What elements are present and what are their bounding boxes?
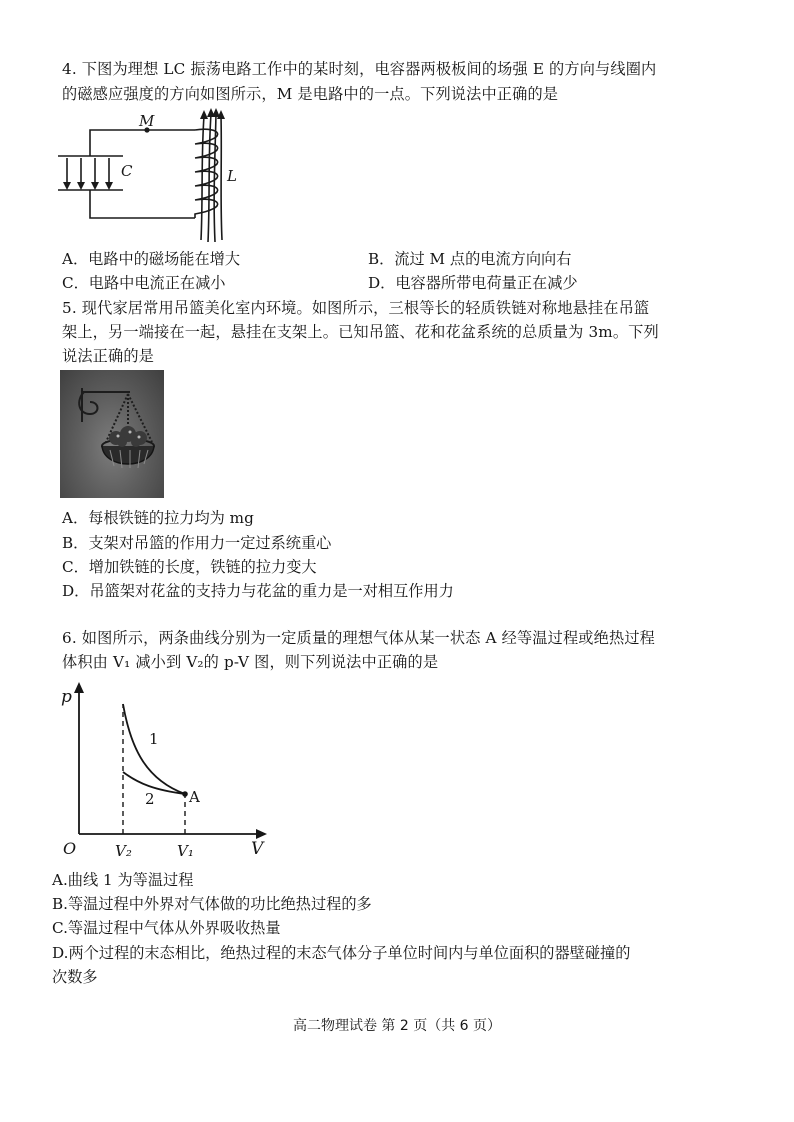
q6-option-d-line1: D.两个过程的末态相比，绝热过程的末态气体分子单位时间内与单位面积的器壁碰撞的 — [52, 944, 631, 962]
origin-label: O — [63, 839, 77, 858]
q4-option-a: A．电路中的磁场能在增大 — [62, 250, 241, 268]
curve-2-label: 2 — [145, 790, 155, 808]
point-m-label: M — [139, 112, 155, 130]
q5-stem-line2: 架上，另一端接在一起，悬挂在支架上。已知吊篮、花和花盆系统的总质量为 3m。下列 — [62, 323, 659, 341]
q4-stem-line1: 4. 下图为理想 LC 振荡电路工作中的某时刻，电容器两极板间的场强 E 的方向与线圈内 — [62, 60, 657, 78]
p-axis-label: p — [61, 687, 72, 707]
v-axis-label: V — [251, 839, 264, 859]
q4-stem-line2: 的磁感应强度的方向如图所示，M 是电路中的一点。下列说法中正确的是 — [62, 85, 559, 103]
page-footer: 高二物理试卷 第 2 页（共 6 页） — [292, 1018, 502, 1034]
q5-stem-line1: 5. 现代家居常用吊篮美化室内环境。如图所示，三根等长的轻质铁链对称地悬挂在吊篮 — [62, 299, 650, 317]
q4-option-b: B．流过 M 点的电流方向向右 — [368, 250, 572, 268]
q6-stem-line2: 体积由 V₁ 减小到 V₂的 p-V 图，则下列说法中正确的是 — [62, 653, 439, 671]
q5-stem-line3: 说法正确的是 — [62, 347, 155, 365]
q5-option-a: A．每根铁链的拉力均为 mg — [62, 509, 254, 527]
q5-option-b: B．支架对吊篮的作用力一定过系统重心 — [62, 534, 332, 552]
q5-option-c: C．增加铁链的长度，铁链的拉力变大 — [62, 558, 317, 576]
v1-tick-label: V₁ — [177, 842, 194, 860]
curve-1-label: 1 — [149, 730, 159, 748]
pv-diagram — [55, 680, 285, 865]
q4-option-c: C．电路中电流正在减小 — [62, 274, 226, 292]
lc-circuit-figure — [55, 108, 255, 248]
capacitor-label: C — [121, 162, 133, 180]
q4-option-d: D．电容器所带电荷量正在减少 — [368, 274, 578, 292]
q6-option-a: A.曲线 1 为等温过程 — [52, 871, 194, 889]
hanging-basket-photo — [60, 370, 164, 498]
v2-tick-label: V₂ — [115, 842, 132, 860]
q6-option-b: B.等温过程中外界对气体做的功比绝热过程的多 — [52, 895, 372, 913]
q6-stem-line1: 6. 如图所示，两条曲线分别为一定质量的理想气体从某一状态 A 经等温过程或绝热过程 — [62, 629, 655, 647]
q5-option-d: D．吊篮架对花盆的支持力与花盆的重力是一对相互作用力 — [62, 582, 454, 600]
inductor-label: L — [227, 167, 237, 185]
state-a-label: A — [189, 788, 200, 806]
q6-option-d-line2: 次数多 — [52, 968, 98, 986]
q6-option-c: C.等温过程中气体从外界吸收热量 — [52, 919, 281, 937]
